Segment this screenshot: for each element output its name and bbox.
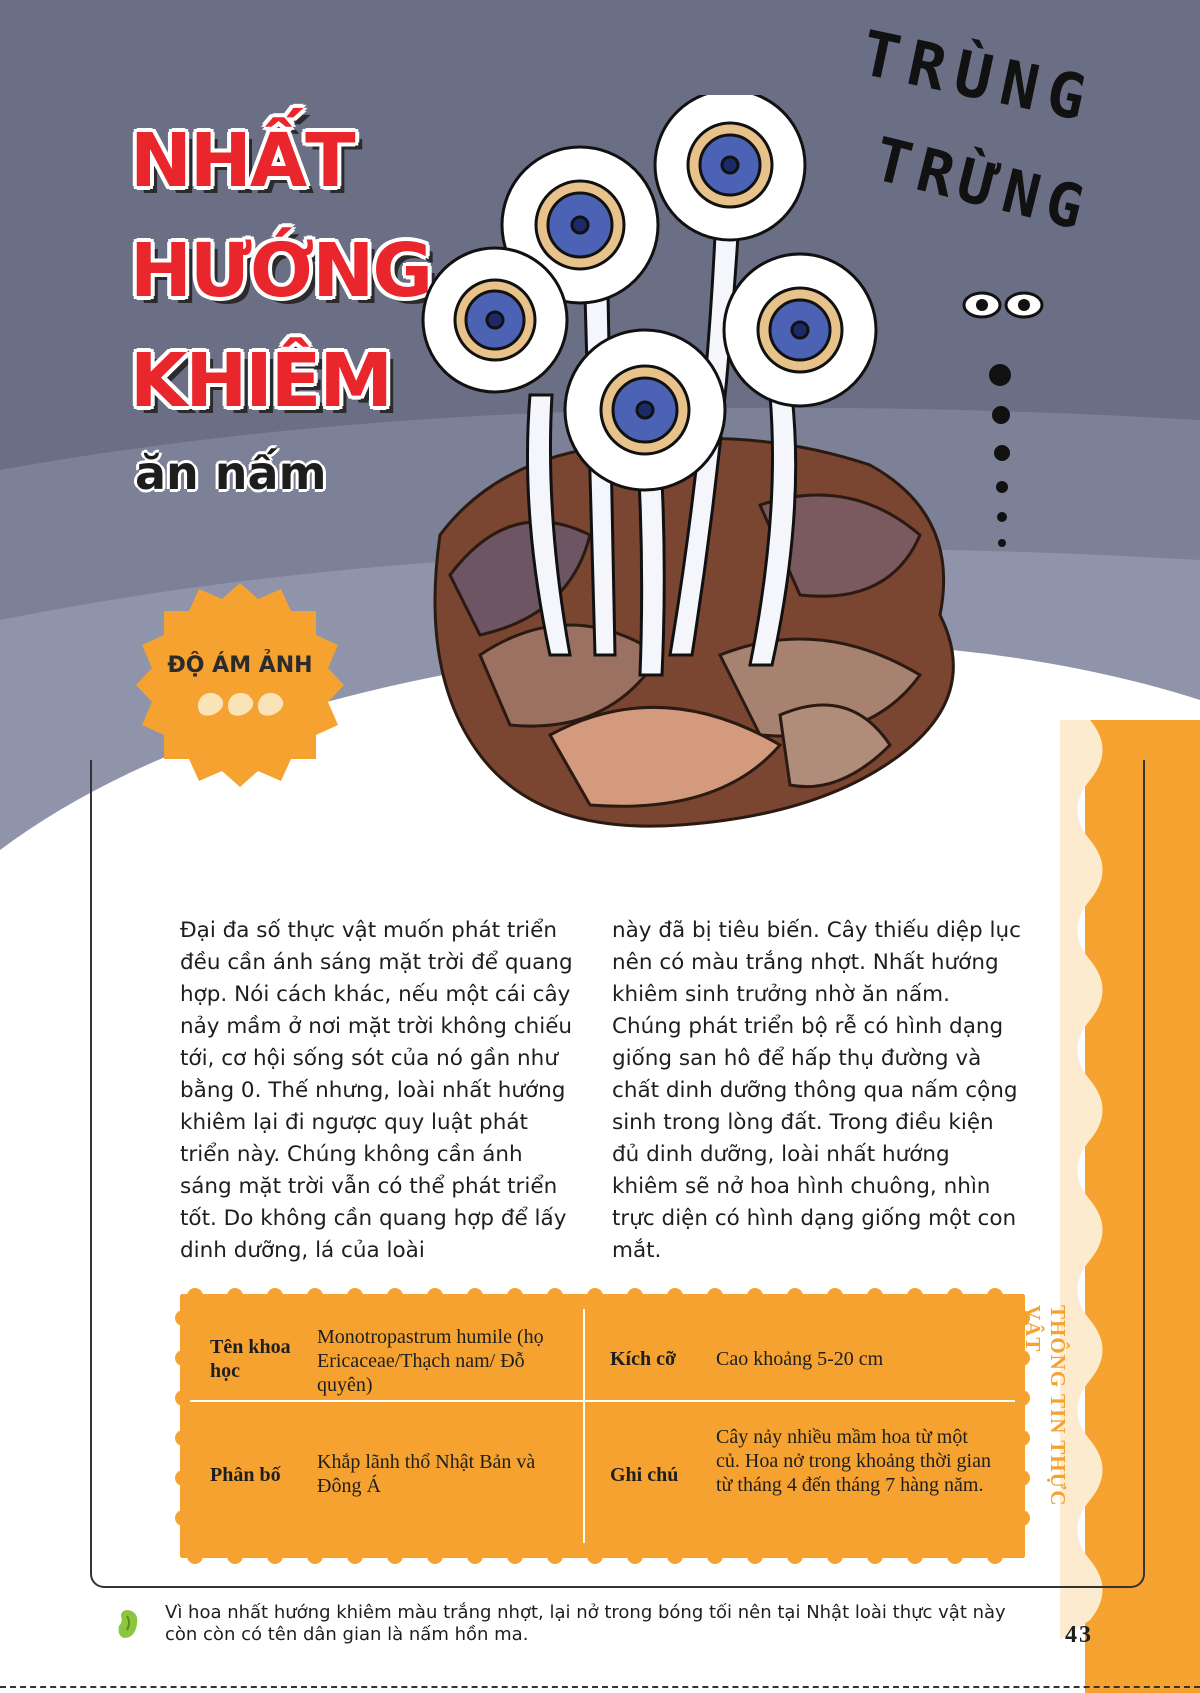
obsession-label: ĐỘ ÁM ẢNH [167, 653, 313, 678]
distribution-value: Khắp lãnh thổ Nhật Bản và Đông Á [317, 1451, 536, 1497]
scientific-name-value: Monotropastrum humile (họ Ericaceae/Thạch nam/ Đỗ quyên) [317, 1326, 544, 1396]
page-cut-line [0, 1686, 1200, 1688]
ghost-plant-illustration [420, 95, 980, 855]
size-value: Cao khoảng 5-20 cm [716, 1348, 884, 1370]
title-line-1: NHẤT [130, 118, 354, 204]
note-value: Cây nảy nhiều mầm hoa từ một củ. Hoa nở trong khoảng thời gian từ tháng 4 đến tháng 7 hàng năm. [716, 1426, 991, 1496]
seed-icon [194, 689, 227, 720]
page-number: 43 [1065, 1622, 1093, 1648]
table-divider-vertical [583, 1309, 585, 1543]
note-label: Ghi chú [610, 1464, 679, 1486]
badge-scalloped-shape [130, 575, 350, 795]
footnote-text: Vì hoa nhất hướng khiêm màu trắng nhợt, lại nở trong bóng tối nên tại Nhật loài thực vật này còn còn có tên dân gian là nấm hồn ma. [165, 1602, 1006, 1645]
obsession-badge [130, 575, 350, 795]
body-text-left: Đại đa số thực vật muốn phát triển đều cần ánh sáng mặt trời để quang hợp. Nói cách khác, nếu một cái cây nảy mầm ở nơi mặt trời không chiếu tới, cơ hội sống sót của nó gần như bằng 0. Thế nhưng, loài nhất hướng khiêm lại đi ngược quy luật phát triển này. Chúng không cần ánh sáng mặt trời vẫn có thể phát triển tốt. Do không cần quang hợp để lấy dinh dưỡng, lá của loài [180, 918, 573, 1263]
scary-text-line-2: TRỪNG [866, 124, 1098, 246]
seed-icon [254, 689, 287, 720]
title-line-3: KHIÊM [130, 338, 391, 424]
obsession-rating [130, 693, 350, 719]
bean-icon [115, 1608, 141, 1640]
plant-info-table [180, 1295, 1025, 1557]
body-text-right: này đã bị tiêu biến. Cây thiếu diệp lục nên có màu trắng nhợt. Nhất hướng khiêm sinh trưởng nhờ ăn nấm. Chúng phát triển bộ rễ có hình dạng giống san hô để hấp thụ đường và chất dinh dưỡng thông qua nấm cộng sinh trong lòng đất. Trong điều kiện đủ dinh dưỡng, loài nhất hướng khiêm sẽ nở hoa hình chuông, nhìn trực diện có hình dạng giống một con mắt. [612, 918, 1021, 1263]
seed-icon [224, 689, 257, 720]
subtitle: ăn nấm [135, 446, 327, 500]
distribution-label: Phân bố [210, 1464, 281, 1486]
title-line-2: HƯỚNG [130, 228, 432, 314]
scientific-name-label: Tên khoa học [210, 1336, 291, 1382]
table-divider-horizontal [190, 1400, 1015, 1402]
scary-text-line-1: TRÙNG [854, 16, 1102, 137]
size-label: Kích cỡ [610, 1348, 677, 1370]
plant-info-side-tab: THÔNG TIN THỰC VẬT [1021, 1305, 1070, 1507]
